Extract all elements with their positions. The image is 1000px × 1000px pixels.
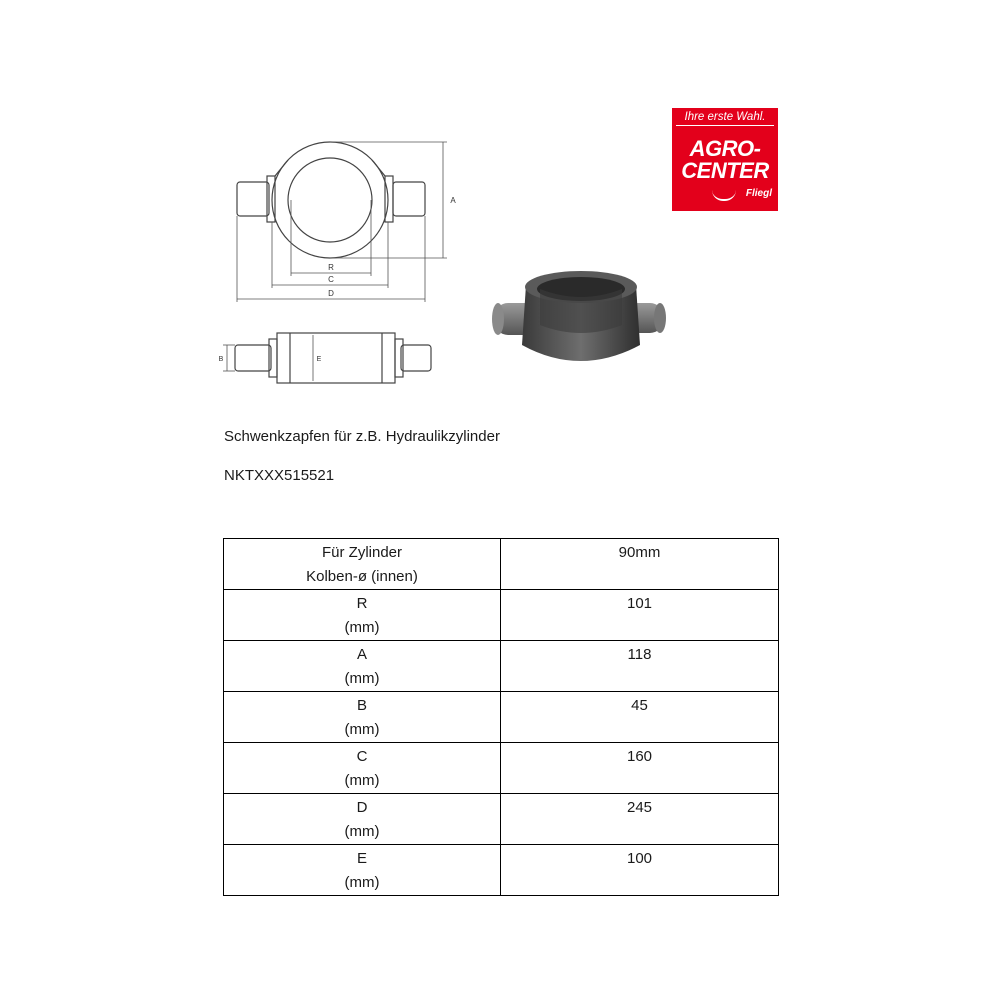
- spec-unit: (mm): [344, 619, 380, 636]
- spec-value: 101: [501, 590, 779, 641]
- table-row: [224, 794, 779, 845]
- spec-label-cell: [224, 641, 501, 692]
- spec-label: D: [356, 799, 368, 816]
- spec-unit: (mm): [344, 823, 380, 840]
- product-description: Schwenkzapfen für z.B. Hydraulikzylinder: [224, 428, 500, 445]
- spec-table: [223, 538, 779, 896]
- logo-brand-line2: CENTER: [681, 158, 769, 183]
- spec-label: A: [356, 646, 367, 663]
- spec-label-cell: [224, 590, 501, 641]
- spec-label-cell: [224, 743, 501, 794]
- spec-value: 100: [501, 845, 779, 896]
- spec-value: 45: [501, 692, 779, 743]
- spec-unit: (mm): [344, 874, 380, 891]
- agro-center-logo: [672, 108, 778, 211]
- product-photo: [490, 265, 670, 380]
- spec-label-cell: [224, 794, 501, 845]
- spec-unit: (mm): [344, 721, 380, 738]
- product-code: NKTXXX515521: [224, 467, 335, 484]
- label-b: B: [218, 356, 224, 363]
- table-row: [224, 641, 779, 692]
- table-row: [224, 692, 779, 743]
- label-e: E: [316, 356, 322, 363]
- spec-value: 90mm: [501, 539, 779, 590]
- table-row: [224, 743, 779, 794]
- spec-value: 160: [501, 743, 779, 794]
- logo-divider: [676, 125, 774, 126]
- label-c: C: [328, 275, 334, 284]
- logo-maker: Fliegl: [745, 188, 772, 199]
- label-d: D: [328, 289, 334, 298]
- table-row: [224, 845, 779, 896]
- spec-label: E: [356, 850, 367, 867]
- spec-value: 245: [501, 794, 779, 845]
- spec-label-cell: [224, 692, 501, 743]
- spec-label: Für Zylinder: [321, 544, 403, 561]
- spec-label: R: [356, 595, 368, 612]
- spec-value: 118: [501, 641, 779, 692]
- label-r: R: [328, 263, 334, 272]
- logo-tagline: Ihre erste Wahl.: [684, 111, 766, 123]
- spec-unit: Kolben-ø (innen): [306, 568, 418, 585]
- technical-drawing-top-view: [225, 130, 465, 305]
- table-row: [224, 590, 779, 641]
- spec-unit: (mm): [344, 670, 380, 687]
- table-row: [224, 539, 779, 590]
- logo-brand-line1: AGRO-: [689, 136, 761, 161]
- spec-label: C: [356, 748, 368, 765]
- spec-label-cell: [224, 845, 501, 896]
- spec-label-cell: [224, 539, 501, 590]
- logo-swoosh: [712, 190, 736, 201]
- spec-unit: (mm): [344, 772, 380, 789]
- label-a: A: [450, 196, 456, 205]
- technical-drawing-side-view: [215, 325, 445, 390]
- spec-label: B: [356, 697, 367, 714]
